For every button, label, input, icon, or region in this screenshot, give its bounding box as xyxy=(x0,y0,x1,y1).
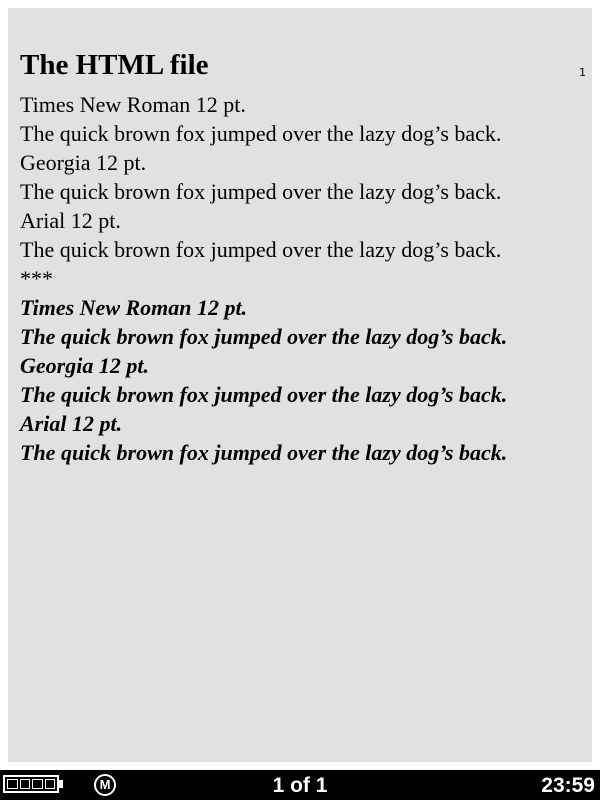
text-line: The quick brown fox jumped over the lazy dog’s back. xyxy=(20,440,508,465)
section-separator: *** xyxy=(20,266,53,291)
document-title: The HTML file xyxy=(20,49,209,81)
page-number: 1 xyxy=(579,66,586,79)
reading-page[interactable] xyxy=(8,8,592,762)
text-line: Times New Roman 12 pt. xyxy=(20,92,246,117)
text-line: The quick brown fox jumped over the lazy dog’s back. xyxy=(20,237,502,262)
text-line: Georgia 12 pt. xyxy=(20,150,147,175)
regular-section xyxy=(20,90,562,293)
status-bar xyxy=(0,770,600,800)
page-count: 1 of 1 xyxy=(272,774,328,797)
text-line: Times New Roman 12 pt. xyxy=(20,295,248,320)
text-line: Arial 12 pt. xyxy=(20,411,123,436)
text-line: The quick brown fox jumped over the lazy dog’s back. xyxy=(20,382,508,407)
text-line: Arial 12 pt. xyxy=(20,208,121,233)
text-line: The quick brown fox jumped over the lazy dog’s back. xyxy=(20,324,508,349)
text-line: The quick brown fox jumped over the lazy dog’s back. xyxy=(20,179,502,204)
clock: 23:59 xyxy=(541,774,595,797)
text-line: Georgia 12 pt. xyxy=(20,353,149,378)
text-line: The quick brown fox jumped over the lazy dog’s back. xyxy=(20,121,502,146)
bold-italic-section xyxy=(20,293,562,467)
document-content xyxy=(20,48,562,467)
menu-icon[interactable]: M xyxy=(94,774,116,796)
